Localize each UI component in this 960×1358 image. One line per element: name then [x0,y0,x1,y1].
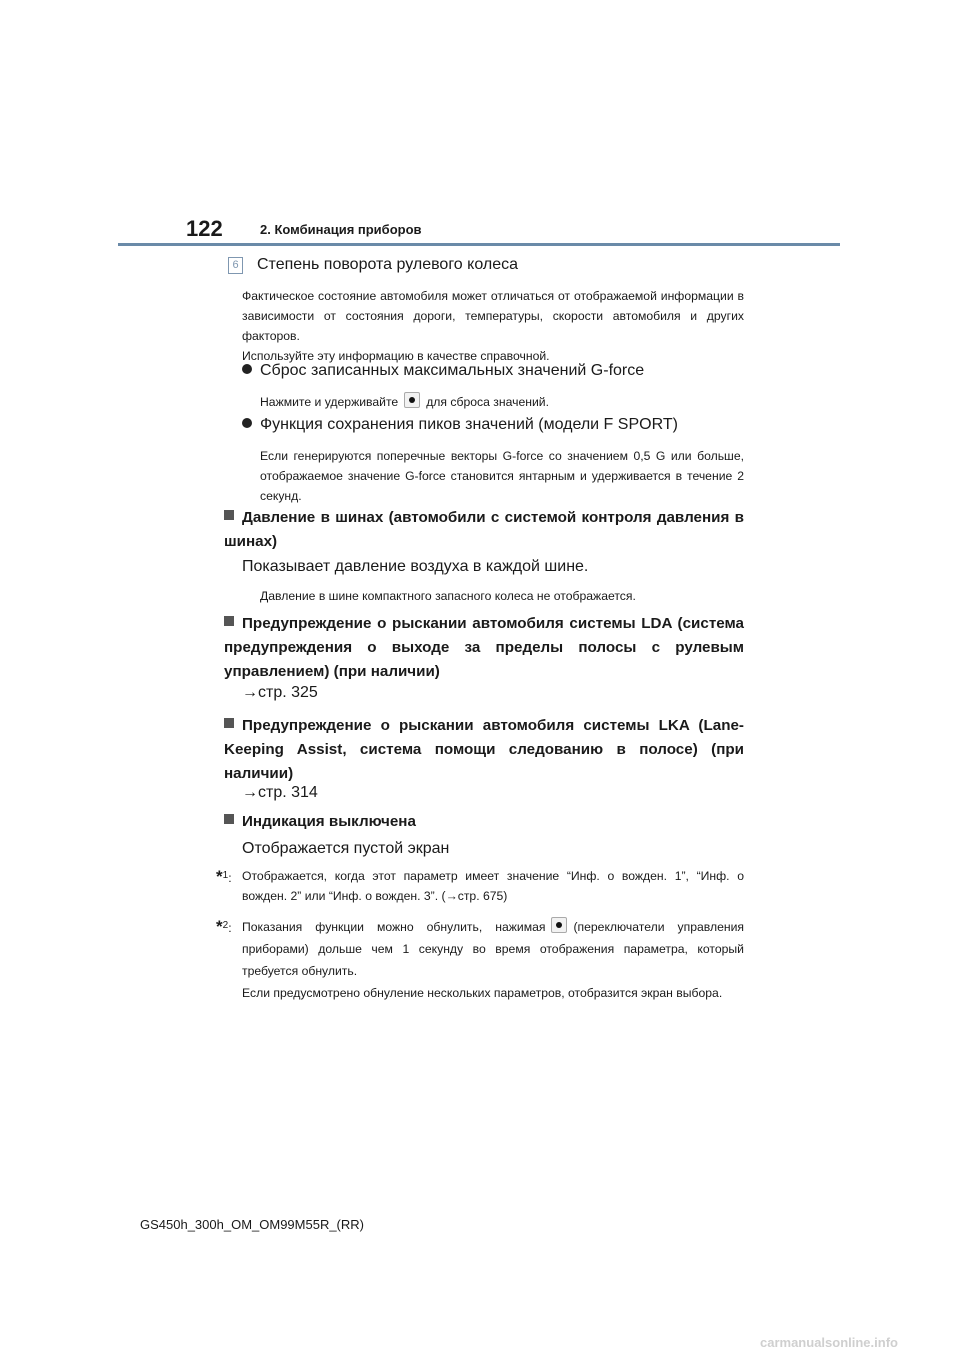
footnote-1: *$^1$: Отображается, когда этот параметр имеет значение “Инф. о вожден. 1”, “Инф. о вожден. 2” или “Инф. о вожден. 3”. (→стр. 675) [216,866,744,906]
lka-heading [224,714,744,786]
square-bullet-icon [224,616,234,626]
tire-title: Давление в шинах (автомобили с системой контроля давления в шинах) [224,509,744,550]
steering-switch-button-icon [551,917,567,933]
footnote-number: 1 [222,870,229,881]
peak-title: Функция сохранения пиков значений (модели F SPORT) [260,416,678,433]
reset-heading [242,362,644,380]
tire-desc: Показывает давление воздуха в каждой шине. [242,558,589,575]
footnote-mark: * [216,917,223,936]
steering-switch-button-icon [404,392,420,408]
lda-heading [224,612,744,684]
off-title: Индикация выключена [242,813,416,830]
bullet-dot-icon [242,364,252,374]
lda-title: Предупреждение о рыскании автомобиля системы LDA (система предупреждения о выходе за пределы полосы с рулевым управлением) (при наличии) [224,615,744,680]
footnote-mark: * [216,867,223,886]
item-6-heading [228,256,518,274]
off-desc: Отображается пустой экран [242,840,450,857]
watermark: carmanualsonline.info [760,1335,898,1350]
document-id: GS450h_300h_OM_OM99M55R_(RR) [140,1217,364,1232]
off-heading [224,810,744,834]
footnote-2-text-before: Показания функции можно обнулить, нажимая [242,920,546,934]
reset-text-after: для сброса значений. [426,395,549,409]
bullet-dot-icon [242,418,252,428]
reset-text-before: Нажмите и удерживайте [260,395,399,409]
item-6-text-2: Используйте эту информацию в качестве справочной. [242,349,550,363]
footnote-number: 2 [222,920,229,931]
page-number: 122 [186,216,223,241]
footnote-2-text-after: (переключатели управления приборами) дольше чем 1 секунду во время отображения параметра, который требуется обнулить. [242,920,744,978]
footnote-1-text: Отображается, когда этот параметр имеет значение “Инф. о вожден. 1”, “Инф. о вожден. 2” или “Инф. о вожден. 3”. (→стр. 675) [242,869,744,903]
item-6-text: Фактическое состояние автомобиля может отличаться от отображаемой информации в зависимости от состояния дороги, температуры, скорости автомобиля и других факторов. [242,289,744,343]
footnote-2-text-2: Если предусмотрено обнуление нескольких параметров, отобразится экран выбора. [242,986,723,1000]
peak-body: Если генерируются поперечные векторы G-force со значением 0,5 G или больше, отображаемое значение G-force становится янтарным и удерживается в течение 2 секунд. [260,449,744,503]
peak-heading [242,416,678,434]
lka-ref[interactable]: →стр. 314 [242,784,318,801]
item-6-body [242,286,744,366]
item-number-badge: 6 [228,257,243,274]
reset-title: Сброс записанных максимальных значений G-force [260,362,645,379]
header-rule [118,243,840,246]
tire-note: Давление в шине компактного запасного колеса не отображается. [260,589,636,603]
square-bullet-icon [224,814,234,824]
square-bullet-icon [224,510,234,520]
square-bullet-icon [224,718,234,728]
lka-title: Предупреждение о рыскании автомобиля системы LKA (Lane-Keeping Assist, система помощи следованию в полосе) (при наличии) [224,717,744,782]
section-title: 2. Комбинация приборов [260,222,422,237]
reset-body [260,392,744,412]
lda-ref[interactable]: →стр. 325 [242,684,318,701]
footnote-2: *$^2$: Показания функции можно обнулить, нажимая (переключатели управления приборами) дольше чем 1 секунду во время отображения параметра, который требуется обнулить. Если предусмотрено обнуление нескольких параметров, отобразится экран выбора. [216,916,744,1004]
tire-heading [224,506,744,554]
item-6-title: Степень поворота рулевого колеса [257,256,519,273]
